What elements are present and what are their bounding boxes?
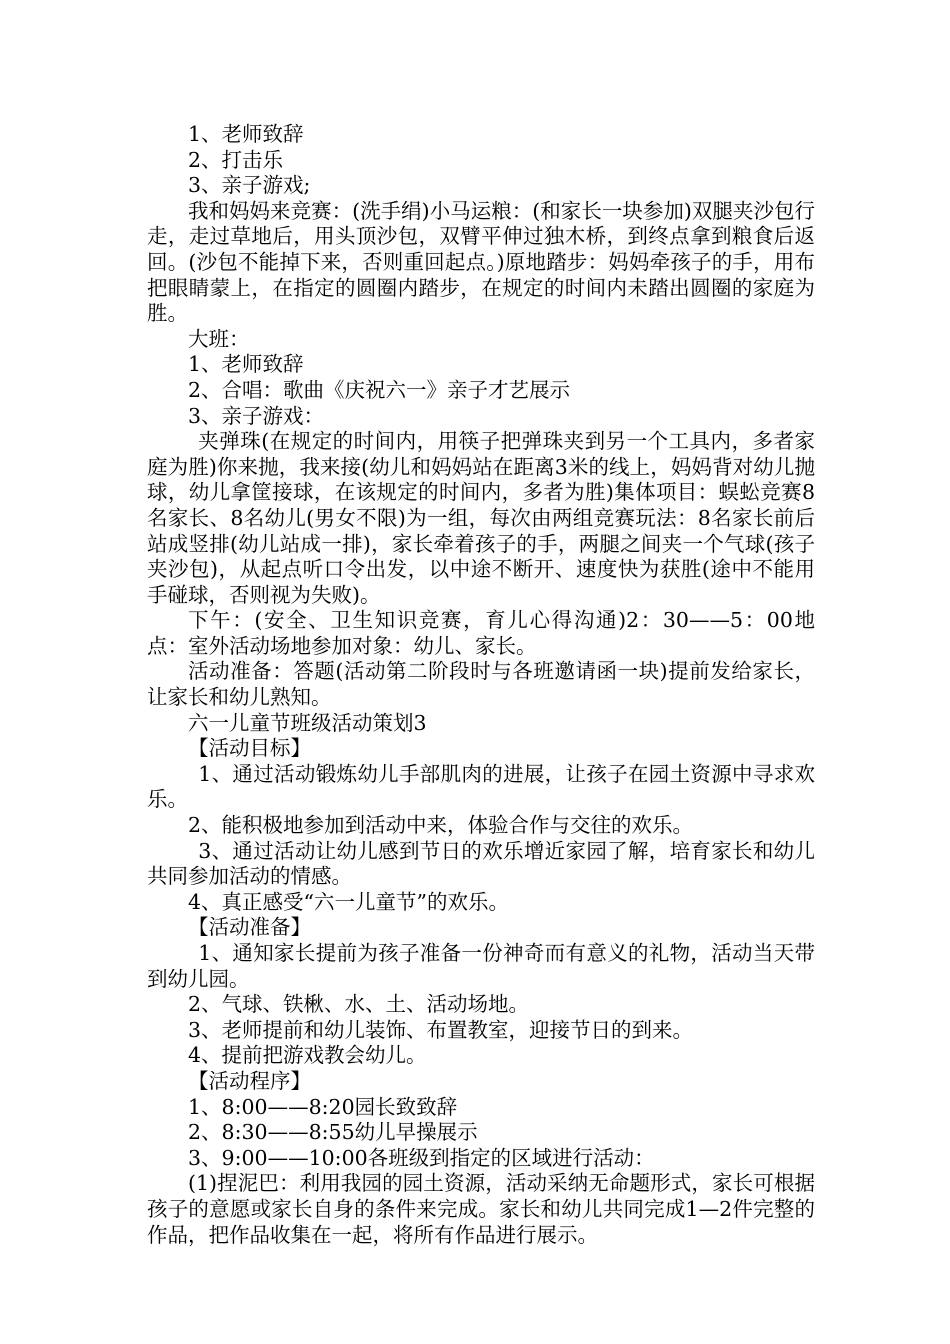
paragraph: 活动准备：答题(活动第二阶段时与各班邀请函一块)提前发给家长，让家长和幼儿熟知。: [147, 659, 815, 710]
section-heading: 【活动准备】: [188, 915, 311, 940]
list-item: 2、合唱：歌曲《庆祝六一》亲子才艺展示: [188, 377, 571, 402]
list-item: 2、打击乐: [188, 147, 284, 172]
document-body: [147, 122, 815, 1248]
list-item: 2、气球、铁楸、水、土、活动场地。: [188, 992, 530, 1017]
list-item: 1、8:00——8:20园长致致辞: [188, 1094, 458, 1119]
list-item: 2、8:30——8:55幼儿早操展示: [188, 1120, 478, 1145]
paragraph: 下午：(安全、卫生知识竞赛，育儿心得沟通)2：30——5：00地点：室外活动场地参加对象：幼儿、家长。: [147, 608, 815, 658]
section-heading: 【活动程序】: [188, 1068, 311, 1093]
list-item: 3、亲子游戏;: [188, 173, 311, 198]
list-item: 4、提前把游戏教会幼儿。: [188, 1043, 427, 1068]
section-heading: 【活动目标】: [188, 736, 311, 761]
list-item: 3、通过活动让幼儿感到节日的欢乐增近家园了解，培育家长和幼儿共同参加活动的情感。: [147, 838, 815, 889]
list-item: 3、老师提前和幼儿装饰、布置教室，迎接节日的到来。: [188, 1017, 694, 1042]
section-title: 六一儿童节班级活动策划3: [188, 710, 427, 735]
paragraph: (1)捏泥巴：利用我园的园土资源，活动采纳无命题形式，家长可根据孩子的意愿或家长自身的条件来完成。家长和幼儿共同完成1—2件完整的作品，把作品收集在一起，将所有作品进行展示。: [147, 1171, 815, 1247]
list-item: 3、9:00——10:00各班级到指定的区域进行活动：: [188, 1145, 655, 1170]
list-item: 2、能积极地参加到活动中来，体验合作与交往的欢乐。: [188, 813, 694, 838]
list-item: 1、通知家长提前为孩子准备一份神奇而有意义的礼物，活动当天带到幼儿园。: [147, 941, 815, 991]
paragraph: 夹弹珠(在规定的时间内，用筷子把弹珠夹到另一个工具内，多者家庭为胜)你来抛，我来接(幼儿和妈妈站在距离3米的线上，妈妈背对幼儿抛球，幼儿拿筐接球，在该规定的时间内，多者为胜)集体项目：蜈蚣竞赛8名家长、8名幼儿(男女不限)为一组，每次由两组竞赛玩法：8名家长前后站成竖排(幼儿站成一排)，家长牵着孩子的手，两腿之间夹一个气球(孩子夹沙包)，从起点听口令出发，以中途不断开、速度快为获胜(途中不能用手碰球，否则视为失败)。: [147, 429, 815, 607]
list-item: 1、老师致辞: [188, 122, 304, 146]
list-item: 4、真正感受“六一儿童节”的欢乐。: [188, 889, 510, 914]
list-item: 1、通过活动锻炼幼儿手部肌肉的进展，让孩子在园土资源中寻求欢乐。: [147, 761, 815, 812]
section-heading: 大班：: [188, 326, 250, 351]
list-item: 3、亲子游戏：: [188, 403, 325, 428]
list-item: 1、老师致辞: [188, 352, 304, 377]
paragraph: 我和妈妈来竞赛：(洗手绢)小马运粮：(和家长一块参加)双腿夹沙包行走，走过草地后，用头顶沙包，双臂平伸过独木桥，到终点拿到粮食后返回。(沙包不能掉下来，否则重回起点。)原地踏步：妈妈牵孩子的手，用布把眼睛蒙上，在指定的圆圈内踏步，在规定的时间内未踏出圆圈的家庭为胜。: [147, 198, 815, 326]
